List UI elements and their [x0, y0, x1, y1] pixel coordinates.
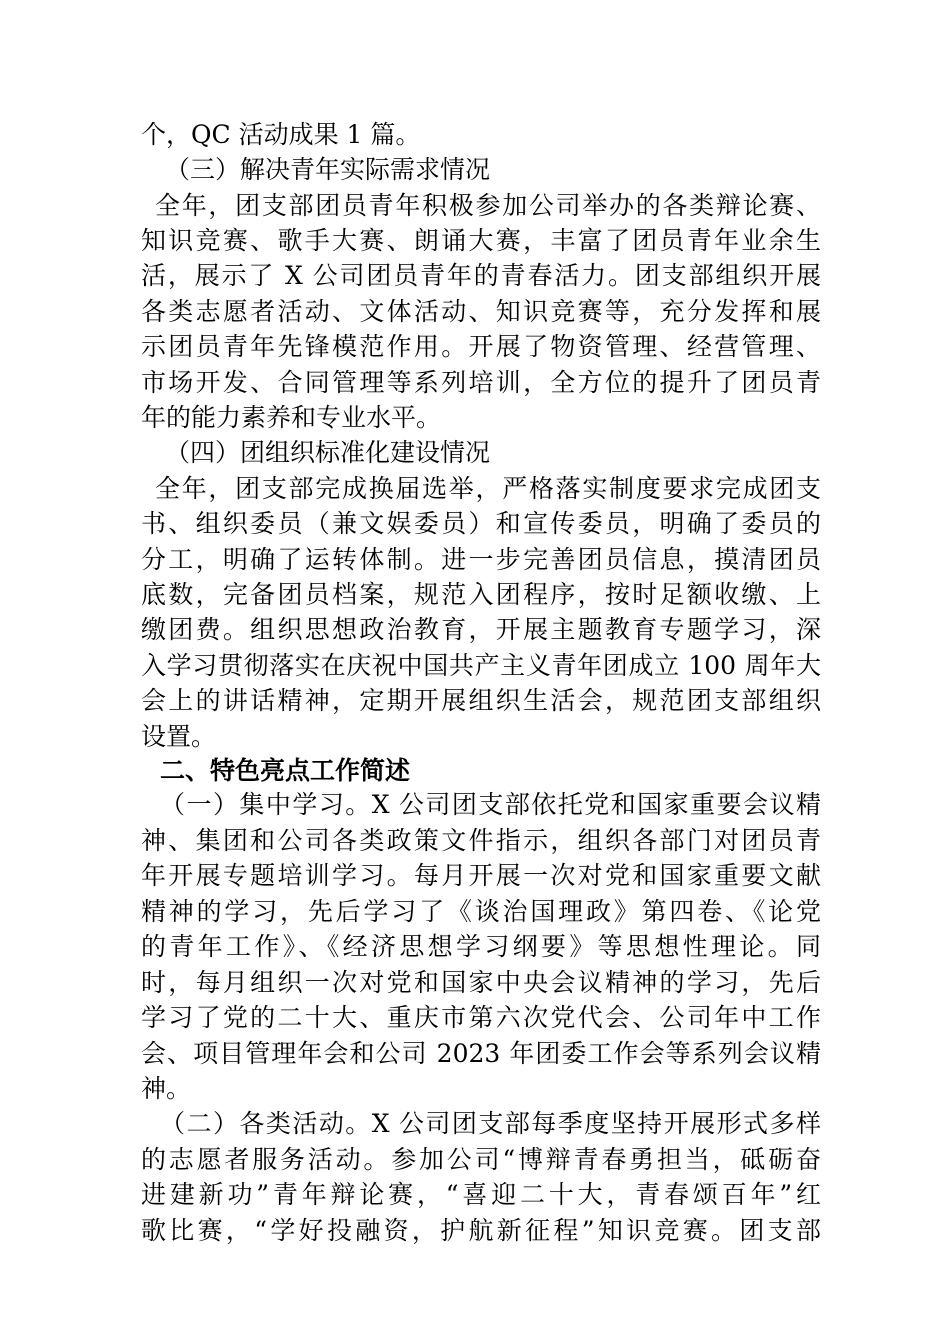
subheading: （四）团组织标准化建设情况 — [165, 438, 491, 467]
text-line: 的青年工作》、《经济思想学习纲要》等思想性理论。同 — [141, 932, 821, 961]
text-line: 年开展专题培训学习。每月开展一次对党和国家重要文献 — [141, 861, 821, 890]
text-line: 全年，团支部团员青年积极参加公司举办的各类辩论赛、 — [155, 191, 821, 220]
text-line: 各类志愿者活动、文体活动、知识竞赛等，充分发挥和展 — [141, 297, 821, 326]
subheading: （三）解决青年实际需求情况 — [165, 155, 491, 184]
text-line: 入学习贯彻落实在庆祝中国共产主义青年团成立 100 周年大 — [141, 651, 821, 680]
text-line: 精神的学习，先后学习了《谈治国理政》第四卷、《论党 — [141, 897, 821, 926]
text-line: 个，QC 活动成果 1 篇。 — [141, 120, 421, 149]
text-line: 全年，团支部完成换届选举，严格落实制度要求完成团支 — [155, 474, 821, 503]
section-heading: 二、特色亮点工作简述 — [160, 756, 411, 785]
text-line: 时，每月组织一次对党和国家中央会议精神的学习，先后 — [141, 968, 821, 997]
text-line: 神。 — [141, 1074, 192, 1103]
text-line: 学习了党的二十大、重庆市第六次党代会、公司年中工作 — [141, 1003, 821, 1032]
text-line: 书、组织委员（兼文娱委员）和宣传委员，明确了委员的 — [141, 509, 821, 538]
text-line: 底数，完备团员档案，规范入团程序，按时足额收缴、上 — [141, 580, 821, 609]
text-line: 缴团费。组织思想政治教育，开展主题教育专题学习，深 — [141, 615, 821, 644]
text-line: 会上的讲话精神，定期开展组织生活会，规范团支部组织 — [141, 686, 821, 715]
text-line: 设置。 — [141, 722, 217, 751]
text-line: （一）集中学习。X 公司团支部依托党和国家重要会议精 — [160, 790, 821, 819]
text-line: 的志愿者服务活动。参加公司“博辩青春勇担当，砥砺奋 — [141, 1145, 821, 1174]
text-line: 会、项目管理年会和公司 2023 年团委工作会等系列会议精 — [141, 1039, 821, 1068]
text-line: 市场开发、合同管理等系列培训，全方位的提升了团员青 — [141, 368, 821, 397]
text-line: 年的能力素养和专业水平。 — [141, 403, 442, 432]
text-line: 神、集团和公司各类政策文件指示，组织各部门对团员青 — [141, 826, 821, 855]
text-line: 进建新功”青年辩论赛，“喜迎二十大，青春颂百年”红 — [141, 1180, 821, 1209]
text-line: （二）各类活动。X 公司团支部每季度坚持开展形式多样 — [160, 1109, 821, 1138]
text-line: 分工，明确了运转体制。进一步完善团员信息，摸清团员 — [141, 545, 821, 574]
text-line: 知识竞赛、歌手大赛、朗诵大赛，丰富了团员青年业余生 — [141, 226, 821, 255]
text-line: 活，展示了 X 公司团员青年的青春活力。团支部组织开展 — [141, 261, 821, 290]
text-line: 歌比赛，“学好投融资，护航新征程”知识竞赛。团支部 — [141, 1216, 821, 1245]
text-line: 示团员青年先锋模范作用。开展了物资管理、经营管理、 — [141, 332, 821, 361]
